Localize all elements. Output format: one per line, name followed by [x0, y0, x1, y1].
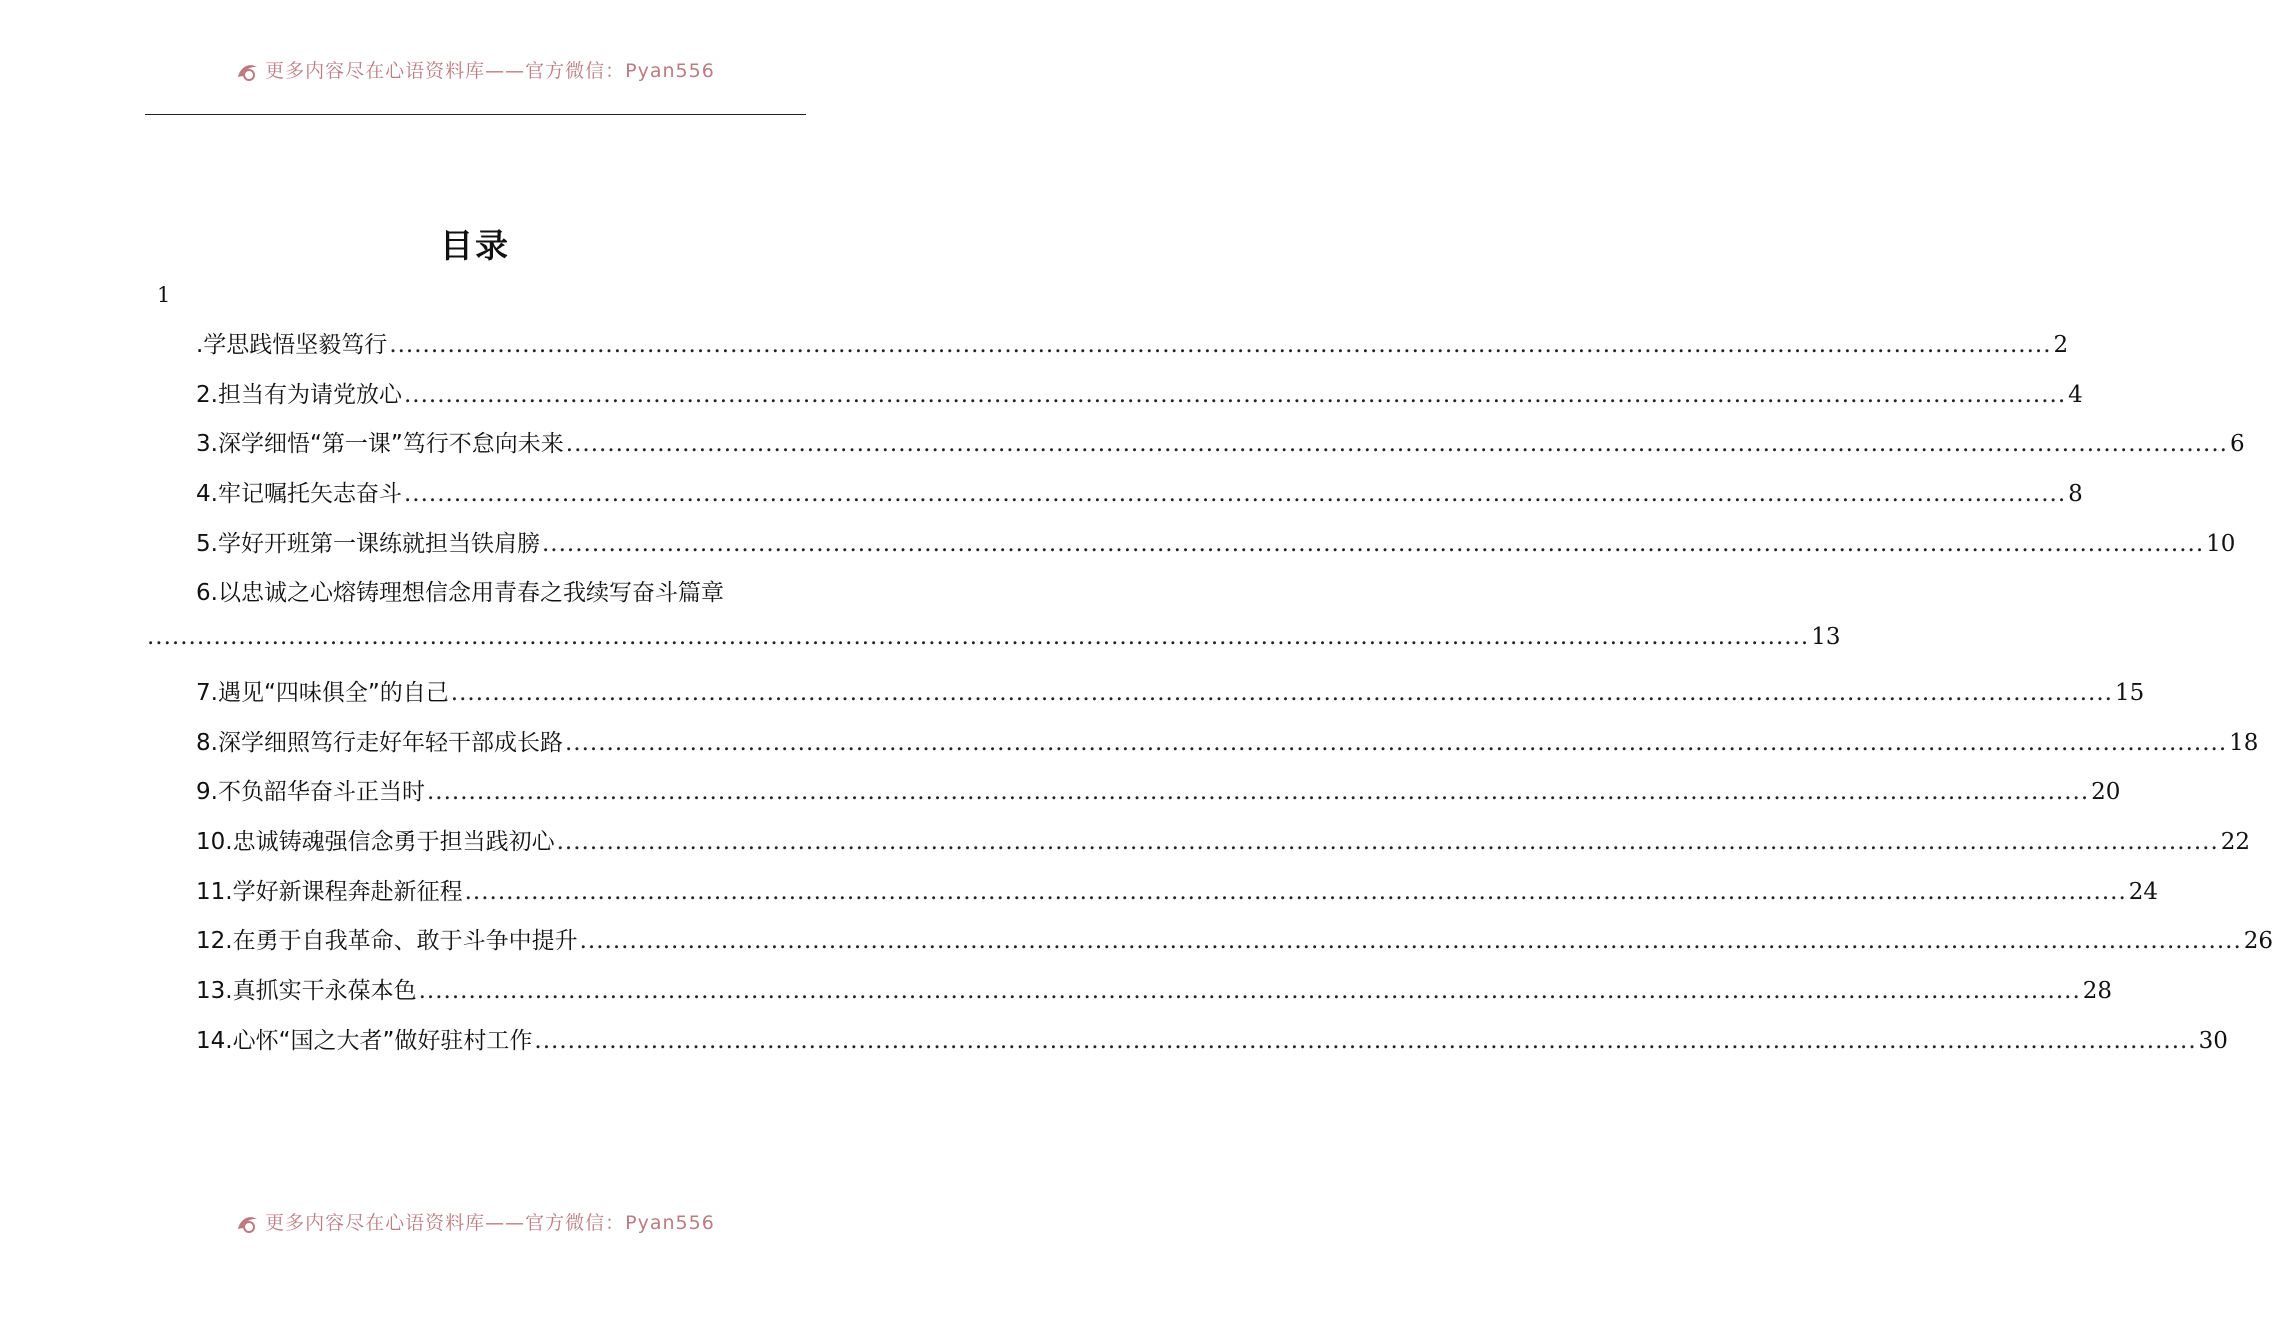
toc-entry-page: 22 — [2220, 828, 2251, 855]
toc-leader-dots: ........................................................................................................................................................................................................ — [579, 928, 2242, 955]
toc-entry[interactable] — [145, 724, 2259, 774]
toc-leader-dots: ........................................................................................................................................................................................................ — [418, 977, 2081, 1004]
toc-entry-title: 5.学好开班第一课练就担当铁肩膀 — [196, 530, 540, 557]
toc-entry-page: 13 — [1811, 624, 1841, 651]
toc-leader-dots: ........................................................................................................................................................................................................ — [426, 779, 2090, 806]
toc-entry-title: 13.真抓实干永葆本色 — [196, 977, 417, 1004]
toc-entry-page: 10 — [2206, 530, 2236, 557]
toc-entry[interactable] — [145, 425, 2245, 475]
toc-entry[interactable] — [145, 1022, 2228, 1072]
toc-entry[interactable] — [145, 873, 2159, 923]
toc-entry[interactable] — [145, 574, 806, 624]
toc-entry[interactable] — [145, 972, 2113, 1022]
toc-entry-title: 6.以忠诚之心熔铸理想信念用青春之我续写奋斗篇章 — [196, 580, 724, 607]
toc-leader-dots: ........................................................................................................................................................................................................ — [556, 828, 2219, 855]
toc-entry-title: 14.心怀“国之大者”做好驻村工作 — [196, 1027, 533, 1054]
toc-entry-page: 24 — [2128, 878, 2159, 905]
logo-icon — [235, 1213, 261, 1235]
toc-entry-title: 7.遇见“四味俱全”的自己 — [196, 679, 449, 706]
toc-entry-page: 18 — [2229, 729, 2259, 756]
toc-entry-title: 8.深学细照笃行走好年轻干部成长路 — [196, 729, 563, 756]
toc-entry[interactable] — [145, 376, 2083, 426]
toc-entry-page: 20 — [2091, 779, 2121, 806]
header-rule — [145, 114, 806, 115]
toc-entry[interactable] — [145, 674, 2145, 724]
toc-leader-dots: ........................................................................................................................................................................................................ — [403, 381, 2067, 408]
toc-leader-dots: ........................................................................................................................................................................................................ — [147, 624, 1810, 651]
toc-entry-title: 10.忠诚铸魂强信念勇于担当践初心 — [196, 828, 555, 855]
toc-entry[interactable] — [145, 475, 2083, 525]
toc-entry[interactable] — [145, 922, 2273, 972]
toc-entry-page: 4 — [2068, 381, 2083, 408]
page-title: 目录 — [440, 226, 510, 265]
toc-entry-page: 15 — [2115, 679, 2145, 706]
toc-entry-title: 2.担当有为请党放心 — [196, 381, 402, 408]
toc-leader-dots: ........................................................................................................................................................................................................ — [541, 530, 2205, 557]
toc-entry[interactable] — [145, 773, 2121, 823]
toc-entry-continuation[interactable] — [145, 624, 1841, 674]
toc-entry-page: 8 — [2068, 481, 2083, 508]
toc-entry-title: 12.在勇于自我革命、敢于斗争中提升 — [196, 928, 578, 955]
toc-leader-dots: ........................................................................................................................................................................................................ — [403, 481, 2067, 508]
toc-leader-dots: ........................................................................................................................................................................................................ — [464, 878, 2127, 905]
footer-watermark — [0, 1208, 950, 1238]
toc-entry[interactable] — [145, 823, 2251, 873]
toc-entry-page: 28 — [2082, 977, 2113, 1004]
toc-leader-dots: ........................................................................................................................................................................................................ — [565, 431, 2228, 458]
toc-leader-dots: ........................................................................................................................................................................................................ — [389, 332, 2052, 358]
toc-leader-dots: ........................................................................................................................................................................................................ — [450, 679, 2113, 706]
toc-leader-dots: ........................................................................................................................................................................................................ — [534, 1027, 2197, 1054]
toc-entry-title: 3.深学细悟“第一课”笃行不怠向未来 — [196, 431, 564, 458]
toc-stray-number: 1 — [157, 283, 171, 307]
toc-entry[interactable] — [145, 326, 2069, 376]
toc-entry-page: 2 — [2053, 332, 2069, 358]
toc-entry-page: 26 — [2243, 928, 2273, 955]
toc-entry-title: 9.不负韶华奋斗正当时 — [196, 779, 425, 806]
toc-entry[interactable] — [145, 525, 2236, 575]
toc-entry-title: 4.牢记嘱托矢志奋斗 — [196, 481, 402, 508]
toc-entry-page: 30 — [2198, 1027, 2228, 1054]
logo-icon — [235, 61, 261, 83]
toc-leader-dots: ........................................................................................................................................................................................................ — [564, 729, 2228, 756]
table-of-contents — [145, 326, 2273, 1071]
watermark-text: 更多内容尽在心语资料库——官方微信：Pyan556 — [265, 1212, 715, 1234]
header-watermark — [0, 56, 950, 86]
toc-entry-title: .学思践悟坚毅笃行 — [196, 332, 388, 358]
toc-entry-page: 6 — [2230, 431, 2245, 458]
watermark-text: 更多内容尽在心语资料库——官方微信：Pyan556 — [265, 60, 715, 82]
toc-entry-title: 11.学好新课程奔赴新征程 — [196, 878, 463, 905]
